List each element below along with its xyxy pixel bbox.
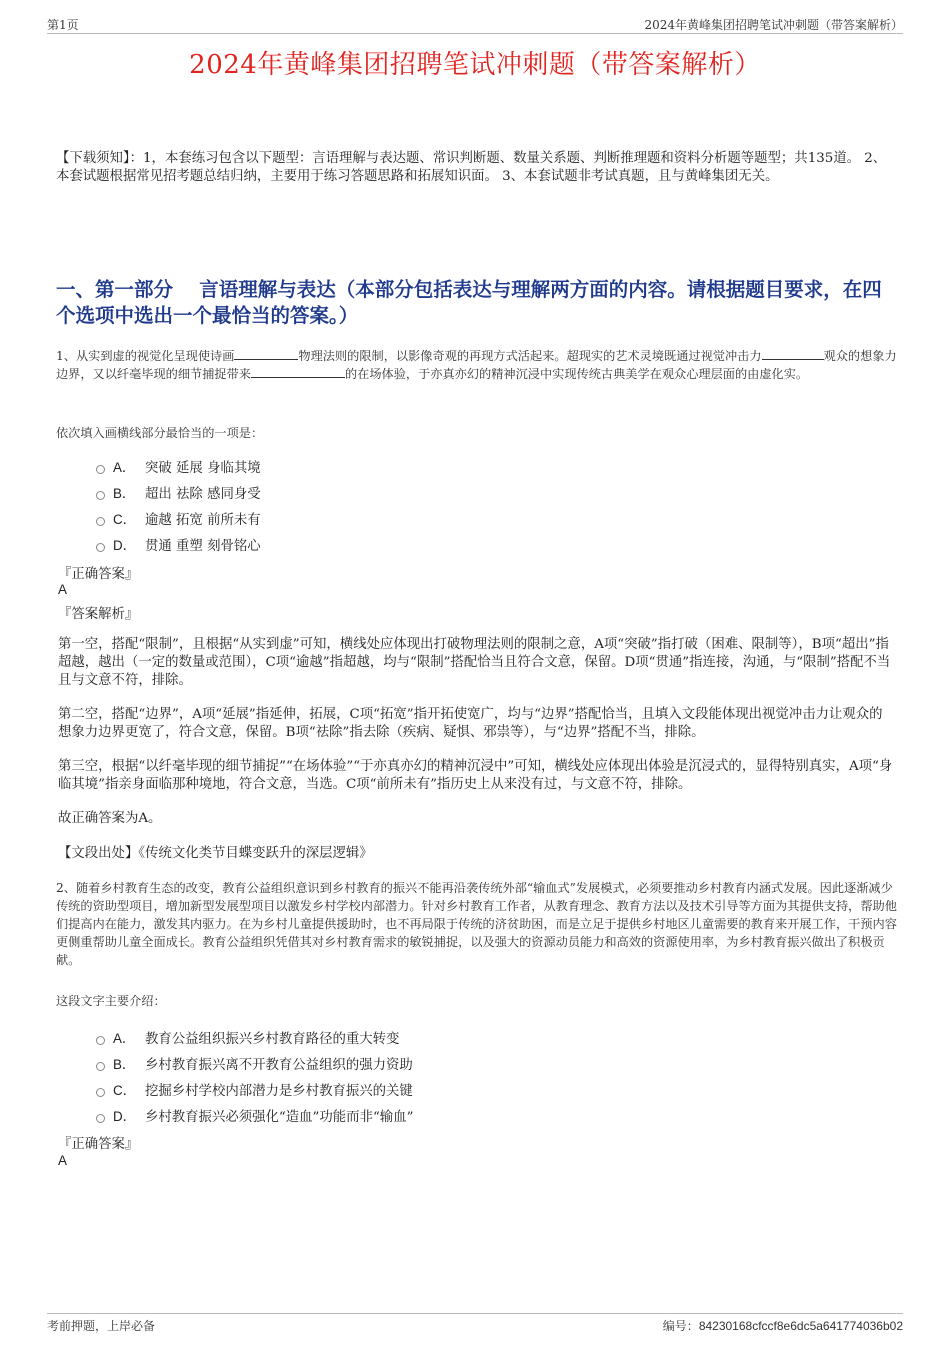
q1-option-d[interactable]: D． 贯通 重塑 刻骨铭心	[96, 531, 261, 557]
q1-analysis-2: 第二空，搭配“边界”，A项“延展”指延伸，拓展，C项“拓宽”指开拓使宽广，均与“边界”搭配恰当，且填入文段能体现出视觉冲击力让观众的想象力边界更宽了，符合文意，保留。B项“祛除”指去除（疾病、疑惧、邪祟等），与“边界”搭配不当，排除。	[58, 707, 883, 740]
q1-blank-1	[234, 348, 298, 360]
footer-code	[663, 1317, 903, 1334]
q1-text-4: 的在场体验，于亦真亦幻的精神沉浸中实现传统古典美学在观众心理层面的由虚化实。	[345, 367, 809, 381]
question-2-stem: 2、随着乡村教育生态的改变，教育公益组织意识到乡村教育的振兴不能再沿袭传统外部“输血式”发展模式，必须要推动乡村教育内涵式发展。因此逐渐减少传统的资助型项目，增加新型发展型项目以激发乡村学校内部潜力。针对乡村教育工作者，从教育理念、教育方法以及技术引导等方面为其提供支持，帮助他们提高内在能力，激发其内驱力。在为乡村儿童提供援助时，也不再局限于传统的济贫助困，而是立足于提供乡村地区儿童需要的教育来开展工作，干预内容更侧重帮助儿童全面成长。教育公益组织凭借其对乡村教育需求的敏锐捕捉，以及强大的资源动员能力和高效的资源使用率，为乡村教育振兴做出了积极贡献。	[56, 881, 897, 967]
radio-icon[interactable]	[96, 1062, 105, 1071]
q1-option-c[interactable]: C． 逾越 拓宽 前所未有	[96, 505, 261, 531]
radio-icon[interactable]	[96, 517, 105, 526]
radio-icon[interactable]	[96, 1114, 105, 1123]
q1-text-2: 物理法则的限制，以影像奇观的再现方式活起来。超现实的艺术灵境既通过视觉冲击力	[298, 349, 762, 363]
question-2-prompt: 这段文字主要介绍：	[56, 994, 166, 1008]
question-2-options	[96, 1024, 413, 1128]
page-footer	[47, 1313, 903, 1333]
q1-analysis-3: 第三空，根据“以纤毫毕现的细节捕捉”“在场体验”“于亦真亦幻的精神沉浸中”可知，横线处应体现出体验是沉浸式的，显得特别真实，A项“身临其境”指亲身面临那种境地，符合文意，当选。C项“前所未有”指历史上从来没有过，与文意不符，排除。	[58, 759, 893, 792]
radio-icon[interactable]	[96, 543, 105, 552]
q1-option-a[interactable]: A． 突破 延展 身临其境	[96, 453, 261, 479]
radio-icon[interactable]	[96, 465, 105, 474]
document-title: 2024年黄峰集团招聘笔试冲刺题（带答案解析）	[189, 50, 761, 80]
question-1-prompt: 依次填入画横线部分最恰当的一项是：	[56, 426, 264, 440]
header-doc-title: 2024年黄峰集团招聘笔试冲刺题（带答案解析）	[644, 18, 903, 32]
q2-option-a[interactable]: A． 教育公益组织振兴乡村教育路径的重大转变	[96, 1024, 413, 1050]
q2-answer: A	[58, 1153, 67, 1168]
q2-option-d[interactable]: D． 乡村教育振兴必须强化“造血”功能而非“输血”	[96, 1102, 413, 1128]
q1-text-1: 1、从实到虚的视觉化呈现使诗画	[56, 349, 235, 363]
q1-blank-2	[762, 348, 824, 360]
q2-option-c[interactable]: C． 挖掘乡村学校内部潜力是乡村教育振兴的关键	[96, 1076, 413, 1102]
q1-option-b[interactable]: B． 超出 祛除 感同身受	[96, 479, 261, 505]
question-1-stem	[56, 347, 898, 383]
section-title: 一、第一部分 言语理解与表达（本部分包括表达与理解两方面的内容。请根据题目要求，在四个选项中选出一个最恰当的答案。）	[56, 278, 882, 327]
q2-answer-label: 『正确答案』	[58, 1137, 139, 1152]
q1-answer: A	[58, 582, 67, 597]
download-notice: 【下载须知】：1，本套练习包含以下题型：言语理解与表达题、常识判断题、数量关系题、判断推理题和资料分析题等题型；共135道。 2、本套试题根据常见招考题总结归纳，主要用于练习答题思路和拓展知识面。 3、本套试题非考试真题，且与黄峰集团无关。	[56, 151, 887, 184]
q1-answer-label: 『正确答案』	[58, 567, 139, 582]
footer-slogan: 考前押题，上岸必备	[47, 1319, 156, 1333]
page-number: 第1页	[47, 18, 79, 32]
q1-analysis-1: 第一空，搭配“限制”，且根据“从实到虚”可知，横线处应体现出打破物理法则的限制之意，A项“突破”指打破（困难、限制等），B项“超出”指超越，越出（一定的数量或范围），C项“逾越”指超越，均与“限制”搭配恰当且符合文意，保留。D项“贯通”指连接，沟通，与“限制”搭配不当且与文意不符，排除。	[58, 637, 891, 688]
q2-option-b[interactable]: B． 乡村教育振兴离不开教育公益组织的强力资助	[96, 1050, 413, 1076]
page-header	[47, 14, 903, 34]
q1-analysis-conclusion: 故正确答案为A。	[58, 811, 162, 826]
footer-code-label: 编号：	[662, 1319, 699, 1333]
q1-source: 【文段出处】《传统文化类节目蝶变跃升的深层逻辑》	[58, 846, 373, 861]
radio-icon[interactable]	[96, 491, 105, 500]
radio-icon[interactable]	[96, 1036, 105, 1045]
radio-icon[interactable]	[96, 1088, 105, 1097]
q1-analysis-label: 『答案解析』	[58, 607, 139, 622]
footer-code-value: 84230168cfccf8e6dc5a641774036b02	[698, 1319, 903, 1333]
question-1-options	[96, 453, 261, 557]
q1-text-3: 观众的想象力边界，又以纤毫毕现的细节捕捉带来	[56, 349, 897, 381]
q1-blank-3	[251, 366, 345, 378]
